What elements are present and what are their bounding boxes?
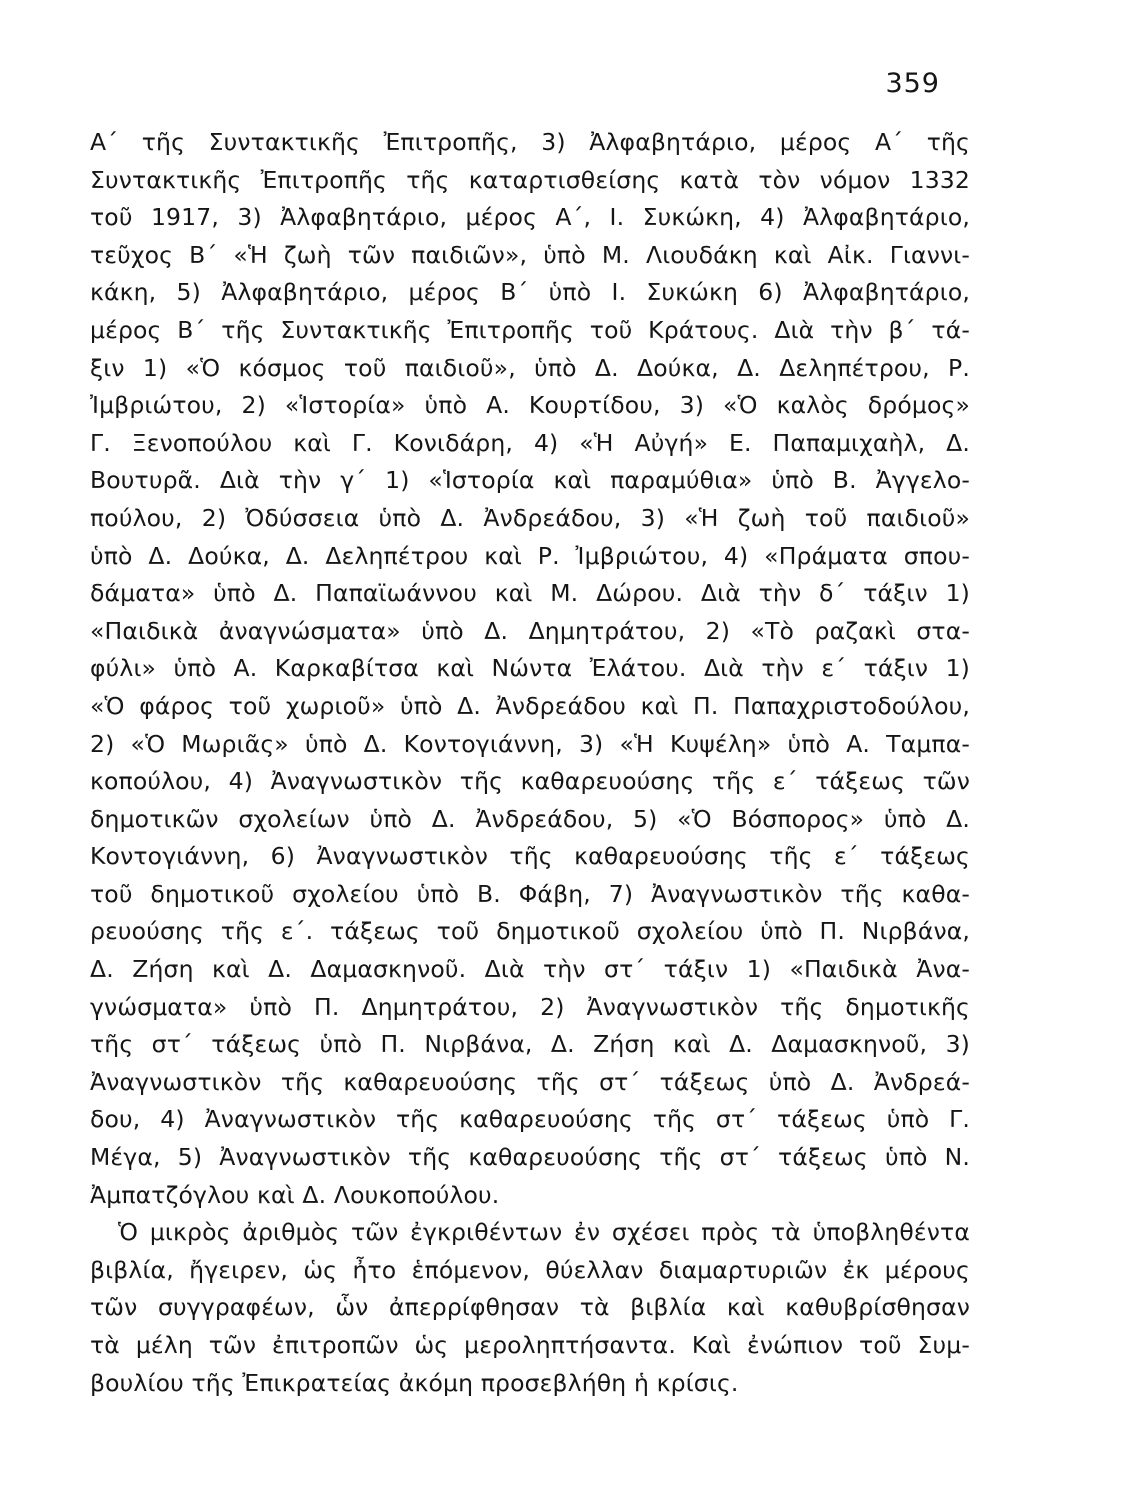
text-line: Ἀναγνωστικὸν τῆς καθαρευούσης τῆς στ΄ τάξεως ὑπὸ Δ. Ἀνδρεά- [90, 1067, 970, 1096]
text-line: ρευούσης τῆς ε΄. τάξεως τοῦ δημοτικοῦ σχολείου ὑπὸ Π. Νιρβάνα, [90, 917, 970, 946]
text-line: Μέγα, 5) Ἀναγνωστικὸν τῆς καθαρευούσης τῆς στ΄ τάξεως ὑπὸ Ν. [90, 1143, 970, 1172]
text-line: Γ. Ξενοπούλου καὶ Γ. Κονιδάρη, 4) «Ἡ Αὐγή» Ε. Παπαμιχαὴλ, Δ. [90, 428, 970, 457]
text-line: 2) «Ὁ Μωριᾶς» ὑπὸ Δ. Κοντογιάννη, 3) «Ἡ Κυψέλη» ὑπὸ Α. Ταμπα- [90, 729, 970, 758]
paragraph [90, 1214, 970, 1402]
text-line: βουλίου τῆς Ἐπικρατείας ἀκόμη προσεβλήθη ἡ κρίσις. [90, 1368, 739, 1397]
text-line: Α΄ τῆς Συντακτικῆς Ἐπιτροπῆς, 3) Ἀλφαβητάριο, μέρος Α΄ τῆς [90, 128, 970, 156]
text-line: «Ὁ φάρος τοῦ χωριοῦ» ὑπὸ Δ. Ἀνδρεάδου καὶ Π. Παπαχριστοδούλου, [90, 691, 970, 720]
text-line: δάματα» ὑπὸ Δ. Παπαϊωάννου καὶ Μ. Δώρου. Διὰ τὴν δ΄ τάξιν 1) [90, 579, 970, 608]
text-line: τὰ μέλη τῶν ἐπιτροπῶν ὡς μεροληπτήσαντα. Καὶ ἐνώπιον τοῦ Συμ- [90, 1331, 970, 1359]
text-line: τοῦ δημοτικοῦ σχολείου ὑπὸ Β. Φάβη, 7) Ἀναγνωστικὸν τῆς καθα- [90, 879, 970, 908]
text-line: τεῦχος Β΄ «Ἡ ζωὴ τῶν παιδιῶν», ὑπὸ Μ. Λιουδάκη καὶ Αἰκ. Γιαννι- [90, 240, 970, 269]
text-line: μέρος Β΄ τῆς Συντακτικῆς Ἐπιτροπῆς τοῦ Κράτους. Διὰ τὴν β΄ τά- [90, 315, 970, 344]
text-line: Συντακτικῆς Ἐπιτροπῆς τῆς καταρτισθείσης κατὰ τὸν νόμον 1332 [90, 165, 970, 194]
page-number: 359 [885, 68, 940, 99]
text-line: Ὁ μικρὸς ἀριθμὸς τῶν ἐγκριθέντων ἐν σχέσει πρὸς τὰ ὑποβληθέντα [118, 1218, 970, 1247]
text-line: τῶν συγγραφέων, ὧν ἀπερρίφθησαν τὰ βιβλία καὶ καθυβρίσθησαν [90, 1293, 970, 1322]
text-line: γνώσματα» ὑπὸ Π. Δημητράτου, 2) Ἀναγνωστικὸν τῆς δημοτικῆς [90, 992, 970, 1021]
text-line: βιβλία, ἤγειρεν, ὡς ἦτο ἑπόμενον, θύελλαν διαμαρτυριῶν ἐκ μέρους [90, 1255, 970, 1284]
text-line: κάκη, 5) Ἀλφαβητάριο, μέρος Β΄ ὑπὸ Ι. Συκώκη 6) Ἀλφαβητάριο, [90, 278, 970, 307]
text-line: πούλου, 2) Ὀδύσσεια ὑπὸ Δ. Ἀνδρεάδου, 3) «Ἡ ζωὴ τοῦ παιδιοῦ» [90, 503, 970, 532]
paragraph [90, 124, 970, 1214]
text-line: Ἀμπατζόγλου καὶ Δ. Λουκοπούλου. [90, 1180, 500, 1209]
text-line: «Παιδικὰ ἀναγνώσματα» ὑπὸ Δ. Δημητράτου, 2) «Τὸ ραζακὶ στα- [90, 616, 970, 645]
text-line: τῆς στ΄ τάξεως ὑπὸ Π. Νιρβάνα, Δ. Ζήση καὶ Δ. Δαμασκηνοῦ, 3) [90, 1030, 970, 1059]
text-line: δημοτικῶν σχολείων ὑπὸ Δ. Ἀνδρεάδου, 5) «Ὁ Βόσπορος» ὑπὸ Δ. [90, 804, 970, 833]
text-line: ὑπὸ Δ. Δούκα, Δ. Δεληπέτρου καὶ Ρ. Ἰμβριώτου, 4) «Πράματα σπου- [90, 541, 970, 570]
text-line: δου, 4) Ἀναγνωστικὸν τῆς καθαρευούσης τῆς στ΄ τάξεως ὑπὸ Γ. [90, 1105, 970, 1134]
body-text [90, 124, 970, 1402]
text-line: κοπούλου, 4) Ἀναγνωστικὸν τῆς καθαρευούσης τῆς ε΄ τάξεως τῶν [90, 767, 970, 796]
text-line: Δ. Ζήση καὶ Δ. Δαμασκηνοῦ. Διὰ τὴν στ΄ τάξιν 1) «Παιδικὰ Ἀνα- [90, 955, 970, 984]
text-line: φύλι» ὑπὸ Α. Καρκαβίτσα καὶ Νώντα Ἐλάτου. Διὰ τὴν ε΄ τάξιν 1) [90, 654, 970, 683]
text-line: Βουτυρᾶ. Διὰ τὴν γ΄ 1) «Ἱστορία καὶ παραμύθια» ὑπὸ Β. Ἀγγελο- [90, 466, 970, 495]
text-line: Κοντογιάννη, 6) Ἀναγνωστικὸν τῆς καθαρευούσης τῆς ε΄ τάξεως [90, 842, 970, 871]
text-line: τοῦ 1917, 3) Ἀλφαβητάριο, μέρος Α΄, Ι. Συκώκη, 4) Ἀλφαβητάριο, [90, 203, 970, 232]
text-line: Ἰμβριώτου, 2) «Ἱστορία» ὑπὸ Α. Κουρτίδου, 3) «Ὁ καλὸς δρόμος» [90, 391, 970, 420]
text-line: ξιν 1) «Ὁ κόσμος τοῦ παιδιοῦ», ὑπὸ Δ. Δούκα, Δ. Δεληπέτρου, Ρ. [90, 353, 970, 382]
